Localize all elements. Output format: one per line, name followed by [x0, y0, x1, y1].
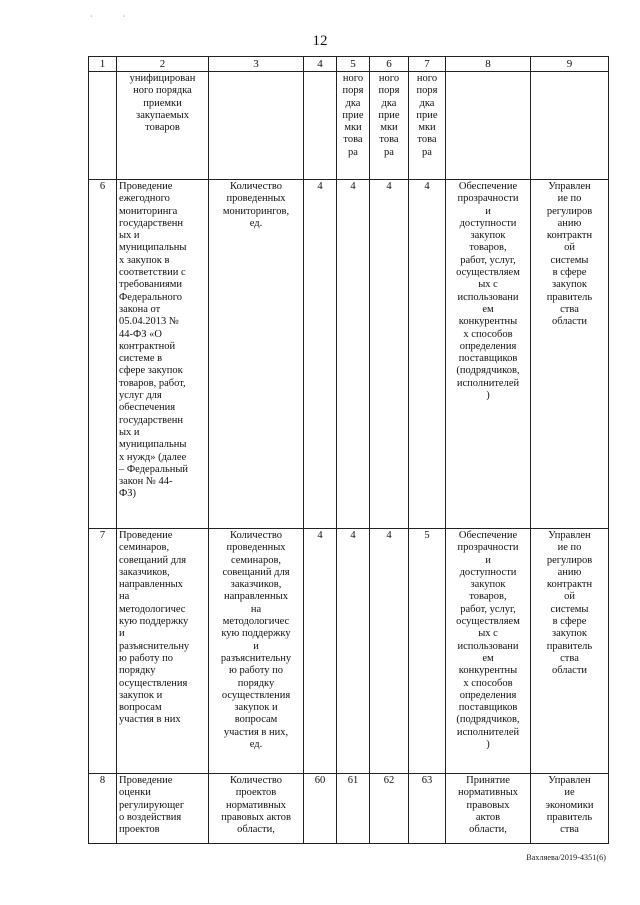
responsible-cell: Управлен ие по регулиров анию контрактн ой системы в сфере закупок правитель ства области — [531, 180, 609, 529]
value-cell: ного поря дка прие мки това ра — [337, 72, 370, 180]
activity-cell: унифицирован ного порядка приемки закупаемых товаров — [117, 72, 209, 180]
value-cell — [304, 72, 337, 180]
column-number: 7 — [409, 57, 446, 72]
result-cell: Принятие нормативных правовых актов области, — [446, 774, 531, 844]
value-cell: 5 — [409, 529, 446, 774]
indicator-cell: Количество проведенных мониторингов, ед. — [209, 180, 304, 529]
indicator-cell: Количество проектов нормативных правовых актов области, — [209, 774, 304, 844]
value-cell: 62 — [370, 774, 409, 844]
page-number: 12 — [312, 33, 328, 49]
column-number: 4 — [304, 57, 337, 72]
row-number — [89, 72, 117, 180]
value-cell: 4 — [337, 180, 370, 529]
table-row — [89, 774, 609, 844]
column-number: 5 — [337, 57, 370, 72]
value-cell: 4 — [370, 529, 409, 774]
column-number: 6 — [370, 57, 409, 72]
table-row — [89, 72, 609, 180]
activity-cell: Проведение оценки регулирующег о воздействия проектов — [117, 774, 209, 844]
value-cell: 60 — [304, 774, 337, 844]
activity-cell: Проведение семинаров, совещаний для заказчиков, направленных на методологичес кую поддержку и разъяснительну ю работу по порядку осуществления закупок и вопросам участия в них — [117, 529, 209, 774]
value-cell: ного поря дка прие мки това ра — [370, 72, 409, 180]
indicator-cell — [209, 72, 304, 180]
value-cell: 61 — [337, 774, 370, 844]
row-number: 8 — [89, 774, 117, 844]
value-cell: 4 — [304, 180, 337, 529]
row-number: 7 — [89, 529, 117, 774]
column-number: 8 — [446, 57, 531, 72]
value-cell: 4 — [409, 180, 446, 529]
value-cell: ного поря дка прие мки това ра — [409, 72, 446, 180]
row-number: 6 — [89, 180, 117, 529]
column-number: 1 — [89, 57, 117, 72]
value-cell: 4 — [370, 180, 409, 529]
column-numbers-row — [89, 57, 609, 72]
table-row — [89, 529, 609, 774]
value-cell: 4 — [304, 529, 337, 774]
column-number: 9 — [531, 57, 609, 72]
column-number: 3 — [209, 57, 304, 72]
activity-cell: Проведение ежегодного мониторинга государственн ых и муниципальны х закупок в соответствии с требованиями Федерального закона от 05.04.2013 № 44-ФЗ «О контрактной системе в сфере закупок товаров, работ, услуг для обеспечения государственн ых и муниципальны х нужд» (далее – Федеральный закон № 44- ФЗ) — [117, 180, 209, 529]
responsible-cell: Управлен ие по регулиров анию контрактн ой системы в сфере закупок правитель ства области — [531, 529, 609, 774]
responsible-cell — [531, 72, 609, 180]
table-row — [89, 180, 609, 529]
indicator-cell: Количество проведенных семинаров, совещаний для заказчиков, направленных на методологичес кую поддержку и разъяснительну ю работу по порядку осуществления закупок и вопросам участия в них, ед. — [209, 529, 304, 774]
document-reference: Вахляева/2019-4351(6) — [526, 853, 606, 862]
result-cell: Обеспечение прозрачности и доступности закупок товаров, работ, услуг, осуществляем ых с использовани ем конкурентны х способов определения поставщиков (подрядчиков, исполнителей ) — [446, 529, 531, 774]
result-cell: Обеспечение прозрачности и доступности закупок товаров, работ, услуг, осуществляем ых с использовани ем конкурентны х способов определения поставщиков (подрядчиков, исполнителей ) — [446, 180, 531, 529]
program-table — [88, 56, 609, 844]
responsible-cell: Управлен ие экономики правитель ства — [531, 774, 609, 844]
column-number: 2 — [117, 57, 209, 72]
value-cell: 63 — [409, 774, 446, 844]
scan-specks: · · — [90, 12, 140, 21]
value-cell: 4 — [337, 529, 370, 774]
result-cell — [446, 72, 531, 180]
